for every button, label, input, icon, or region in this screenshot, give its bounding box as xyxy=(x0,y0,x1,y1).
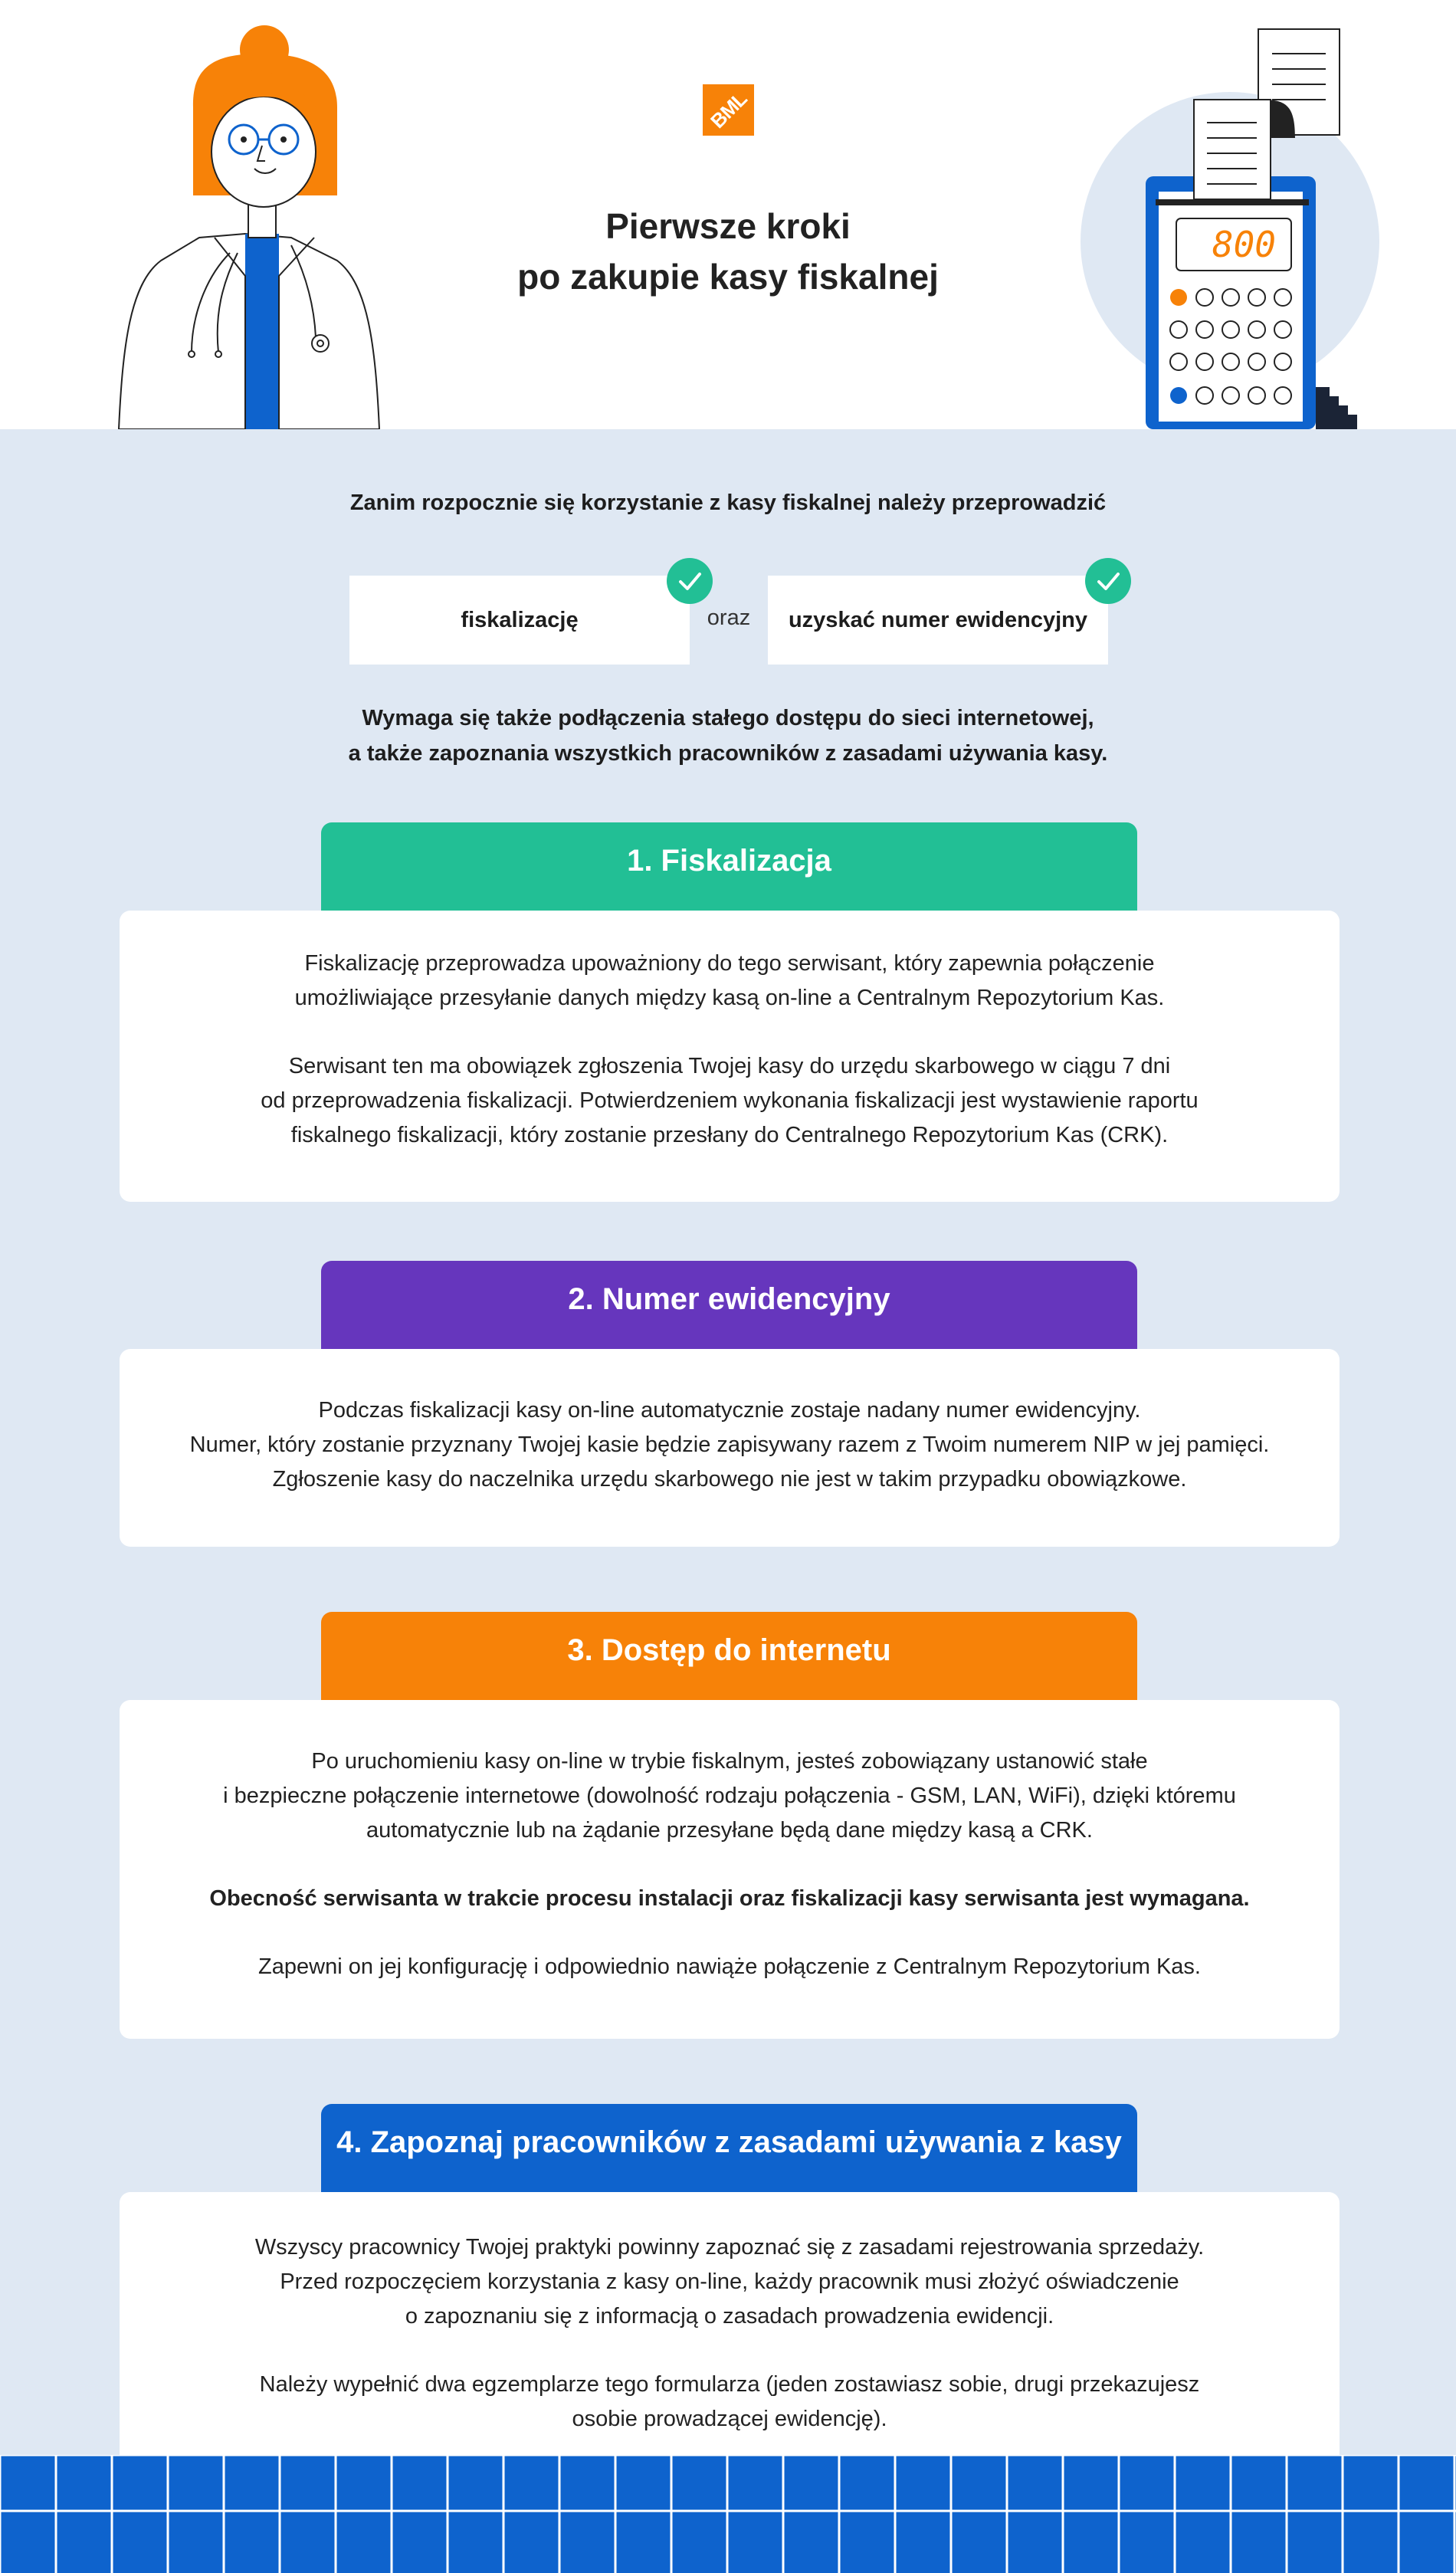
step-numer-ewidencyjny xyxy=(768,576,1108,665)
section-4-title: 4. Zapoznaj pracowników z zasadami używania z kasy xyxy=(336,2125,1122,2159)
section-4-paragraph-1: Wszyscy pracownicy Twojej praktyki powinny zapoznać się z zasadami rejestrowania sprzedaży. Przed rozpoczęciem korzystania z kasy on-line, każdy pracownik musi złożyć oświadczenie o zapoznaniu się z informacją o zasadach prowadzenia ewidencji. xyxy=(254,2235,1205,2328)
doctor-illustration xyxy=(115,23,421,429)
section-2-title: 2. Numer ewidencyjny xyxy=(568,1282,890,1316)
section-4-header xyxy=(321,2104,1137,2200)
section-1-paragraph-2: Serwisant ten ma obowiązek zgłoszenia Twojej kasy do urzędu skarbowego w ciągu 7 dni od przeprowadzenia fiskalizacji. Potwierdzeniem wykonania fiskalizacji jest wystawienie raportu fiskalnego fiskalizacji, który zostanie przesłany do Centralnego Repozytorium Kas (CRK). xyxy=(261,1054,1199,1147)
section-1-title: 1. Fiskalizacja xyxy=(627,844,831,878)
title-line-1: Pierwsze kroki xyxy=(605,206,851,246)
cash-register-illustration xyxy=(1065,23,1387,429)
section-2-paragraph-1: Podczas fiskalizacji kasy on-line automatycznie zostaje nadany numer ewidencyjny. Numer, który zostanie przyznany Twojej kasie będzie zapisywany razem z Twoim numerem NIP w jej pamięci. Zgłoszenie kasy do naczelnika urzędu skarbowego nie jest w takim przypadku obowiązkowe. xyxy=(189,1398,1270,1492)
register-display: 800 xyxy=(1212,224,1276,265)
section-3-paragraph-2: Obecność serwisanta w trakcie procesu instalacji oraz fiskalizacji kasy serwisanta jest wymagana. xyxy=(209,1886,1250,1911)
step-fiskalizacja xyxy=(349,576,690,665)
section-1-paragraph-1: Fiskalizację przeprowadza upoważniony do tego serwisant, który zapewnia połączenie umożliwiające przesyłanie danych między kasą on-line a Centralnym Repozytorium Kas. xyxy=(294,951,1165,1010)
check-icon xyxy=(667,558,713,604)
step-b-label: uzyskać numer ewidencyjny xyxy=(788,607,1088,632)
section-4-body xyxy=(120,2192,1340,2476)
section-1-header xyxy=(321,822,1137,918)
intro-lead: Zanim rozpocznie się korzystanie z kasy fiskalnej należy przeprowadzić xyxy=(349,491,1107,515)
section-3-paragraph-1: Po uruchomieniu kasy on-line w trybie fiskalnym, jesteś zobowiązany ustanowić stałe i bezpieczne połączenie internetowe (dowolność rodzaju połączenia - GSM, LAN, WiFi), dzięki któremu automatycznie lub na żądanie przesyłane będą dane między kasą a CRK. xyxy=(223,1749,1236,1843)
section-2-body xyxy=(120,1349,1340,1547)
bml-logo xyxy=(703,84,754,136)
intro-note xyxy=(230,701,1226,771)
section-4-paragraph-2: Należy wypełnić dwa egzemplarze tego formularza (jeden zostawiasz sobie, drugi przekazujesz osobie prowadzącej ewidencję). xyxy=(259,2372,1200,2431)
note-line-2: a także zapoznania wszystkich pracowników z zasadami używania kasy. xyxy=(348,741,1108,766)
header xyxy=(0,0,1456,429)
section-1-body xyxy=(120,911,1340,1202)
connector-text: oraz xyxy=(707,606,751,630)
page-title xyxy=(421,201,1035,302)
note-line-1: Wymaga się także podłączenia stałego dostępu do sieci internetowej, xyxy=(362,706,1094,730)
title-line-2: po zakupie kasy fiskalnej xyxy=(517,257,939,297)
section-3-paragraph-3: Zapewni on jej konfigurację i odpowiednio nawiąże połączenie z Centralnym Repozytorium Kas. xyxy=(258,1954,1201,1979)
section-3-title: 3. Dostęp do internetu xyxy=(567,1633,891,1667)
footer-tile-pattern xyxy=(0,2455,1456,2573)
step-a-label: fiskalizację xyxy=(461,607,579,632)
section-2-header xyxy=(321,1261,1137,1357)
logo-text: BML xyxy=(705,87,751,133)
section-3-body xyxy=(120,1700,1340,2039)
check-icon xyxy=(1085,558,1131,604)
section-3-header xyxy=(321,1612,1137,1708)
